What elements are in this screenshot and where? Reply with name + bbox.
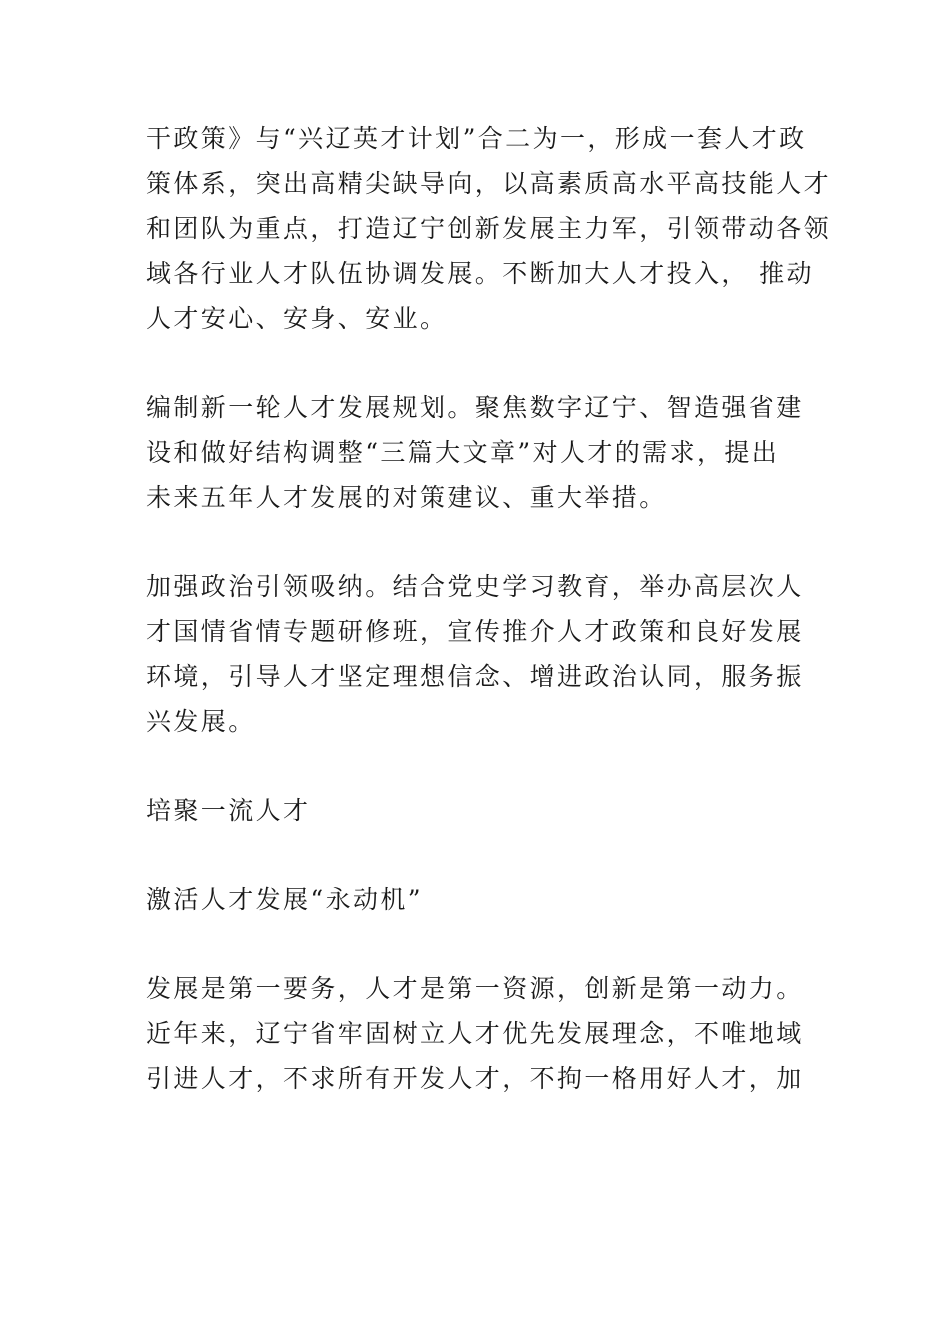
heading-line: 培聚一流人才 (146, 796, 311, 825)
text-line: 才国情省情专题研修班，宣传推介人才政策和良好发展 (146, 617, 804, 646)
text-line: 近年来，辽宁省牢固树立人才优先发展理念，不唯地域 (146, 1019, 804, 1048)
section-heading-engine (146, 877, 836, 922)
text-line: 设和做好结构调整“三篇大文章”对人才的需求，提出 (146, 438, 780, 467)
paragraph-political-guidance (146, 564, 836, 744)
text-line: 加强政治引领吸纳。结合党史学习教育，举办高层次人 (146, 572, 804, 601)
text-line: 环境，引导人才坚定理想信念、增进政治认同，服务振 (146, 662, 804, 691)
text-line: 干政策》与“兴辽英才计划”合二为一，形成一套人才政 (146, 124, 807, 153)
section-heading-talent (146, 788, 836, 833)
heading-line: 激活人才发展“永动机” (146, 885, 423, 914)
text-line: 兴发展。 (146, 707, 256, 736)
text-line: 发展是第一要务，人才是第一资源，创新是第一动力。 (146, 974, 804, 1003)
text-line: 和团队为重点，打造辽宁创新发展主力军，引领带动各领 (146, 214, 832, 243)
paragraph-talent-plan (146, 385, 836, 520)
text-line: 编制新一轮人才发展规划。聚焦数字辽宁、智造强省建 (146, 393, 804, 422)
text-line: 引进人才，不求所有开发人才，不拘一格用好人才，加 (146, 1064, 804, 1093)
paragraph-policy-system (146, 116, 836, 341)
text-line: 未来五年人才发展的对策建议、重大举措。 (146, 483, 667, 512)
paragraph-development (146, 966, 836, 1101)
document-body (146, 116, 836, 1145)
text-line: 域各行业人才队伍协调发展。不断加大人才投入， 推动 (146, 259, 814, 288)
text-line: 策体系，突出高精尖缺导向，以高素质高水平高技能人才 (146, 169, 832, 198)
text-line: 人才安心、安身、安业。 (146, 304, 448, 333)
